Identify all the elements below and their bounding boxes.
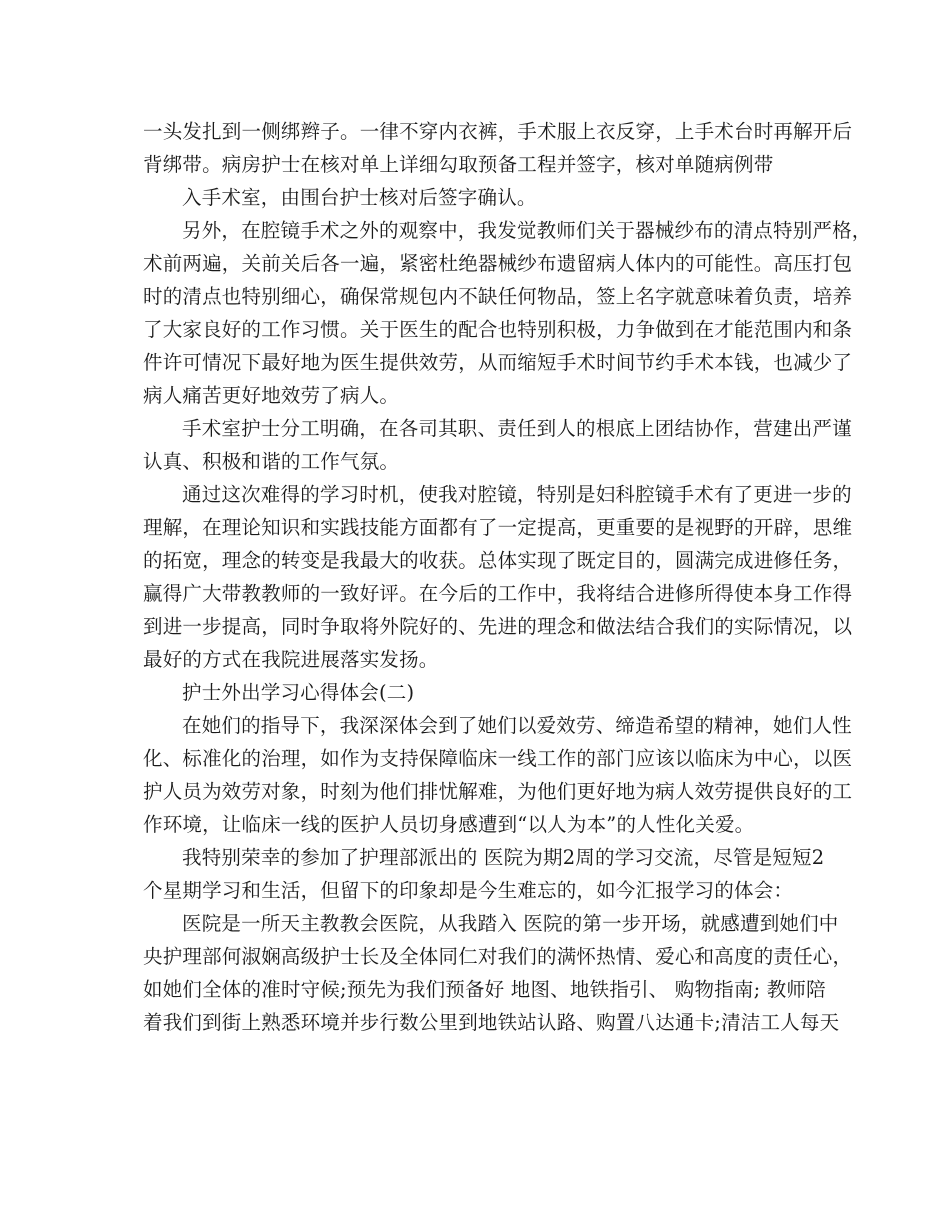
text-line: 的拓宽，理念的转变是我最大的收获。总体实现了既定目的，圆满完成进修任务， [143, 549, 853, 572]
text-line: 我特别荣幸的参加了护理部派出的 医院为期2周的学习交流，尽管是短短2 [182, 846, 825, 869]
text-line: 认真、积极和谐的工作气氛。 [143, 450, 400, 473]
text-line: 件许可情况下最好地为医生提供效劳，从而缩短手术时间节约手术本钱，也减少了 [143, 351, 853, 374]
text-line: 理解，在理论知识和实践技能方面都有了一定提高，更重要的是视野的开辟，思维 [143, 516, 853, 539]
text-line: 了大家良好的工作习惯。关于医生的配合也特别积极，力争做到在才能范围内和条 [143, 318, 853, 341]
text-line: 时的清点也特别细心，确保常规包内不缺任何物品，签上名字就意味着负责，培养 [143, 285, 853, 308]
text-line: 赢得广大带教教师的一致好评。在今后的工作中，我将结合进修所得使本身工作得 [143, 582, 853, 605]
text-line: 在她们的指导下，我深深体会到了她们以爱效劳、缔造希望的精神，她们人性 [182, 714, 852, 737]
text-line: 一头发扎到一侧绑辫子。一律不穿内衣裤，手术服上衣反穿，上手术台时再解开后 [143, 120, 853, 143]
text-line: 着我们到街上熟悉环境并步行数公里到地铁站认路、购置八达通卡;清洁工人每天 [143, 1011, 840, 1034]
text-line: 护士外出学习心得体会(二) [182, 681, 415, 704]
text-line: 化、标准化的治理，如作为支持保障临床一线工作的部门应该以临床为中心，以医 [143, 747, 853, 770]
text-line: 背绑带。病房护士在核对单上详细勾取预备工程并签字，核对单随病例带 [143, 153, 774, 176]
text-line: 入手术室，由围台护士核对后签字确认。 [182, 186, 537, 209]
text-line: 个星期学习和生活，但留下的印象却是今生难忘的，如今汇报学习的体会： [143, 879, 794, 902]
text-line: 术前两遍，关前关后各一遍，紧密杜绝器械纱布遗留病人体内的可能性。高压打包 [143, 252, 853, 275]
text-line: 最好的方式在我院进展落实发扬。 [143, 648, 439, 671]
text-line: 另外，在腔镜手术之外的观察中，我发觉教师们关于器械纱布的清点特别严格， [182, 219, 872, 242]
text-line: 通过这次难得的学习时机，使我对腔镜，特别是妇科腔镜手术有了更进一步的 [182, 483, 852, 506]
text-line: 如她们全体的准时守候;预先为我们预备好 地图、地铁指引、 购物指南; 教师陪 [143, 978, 826, 1001]
text-line: 病人痛苦更好地效劳了病人。 [143, 384, 400, 407]
text-line: 手术室护士分工明确，在各司其职、责任到人的根底上团结协作，营建出严谨 [182, 417, 852, 440]
text-line: 作环境，让临床一线的医护人员切身感遭到“以人为本”的人性化关爱。 [143, 813, 755, 836]
document-body [143, 115, 872, 1039]
text-line: 医院是一所天主教教会医院，从我踏入 医院的第一步开场，就感遭到她们中 [182, 912, 839, 935]
text-line: 护人员为效劳对象，时刻为他们排忧解难，为他们更好地为病人效劳提供良好的工 [143, 780, 853, 803]
text-line: 到进一步提高，同时争取将外院好的、先进的理念和做法结合我们的实际情况，以 [143, 615, 853, 638]
text-line: 央护理部何淑娴高级护士长及全体同仁对我们的满怀热情、爱心和高度的责任心， [143, 945, 853, 968]
